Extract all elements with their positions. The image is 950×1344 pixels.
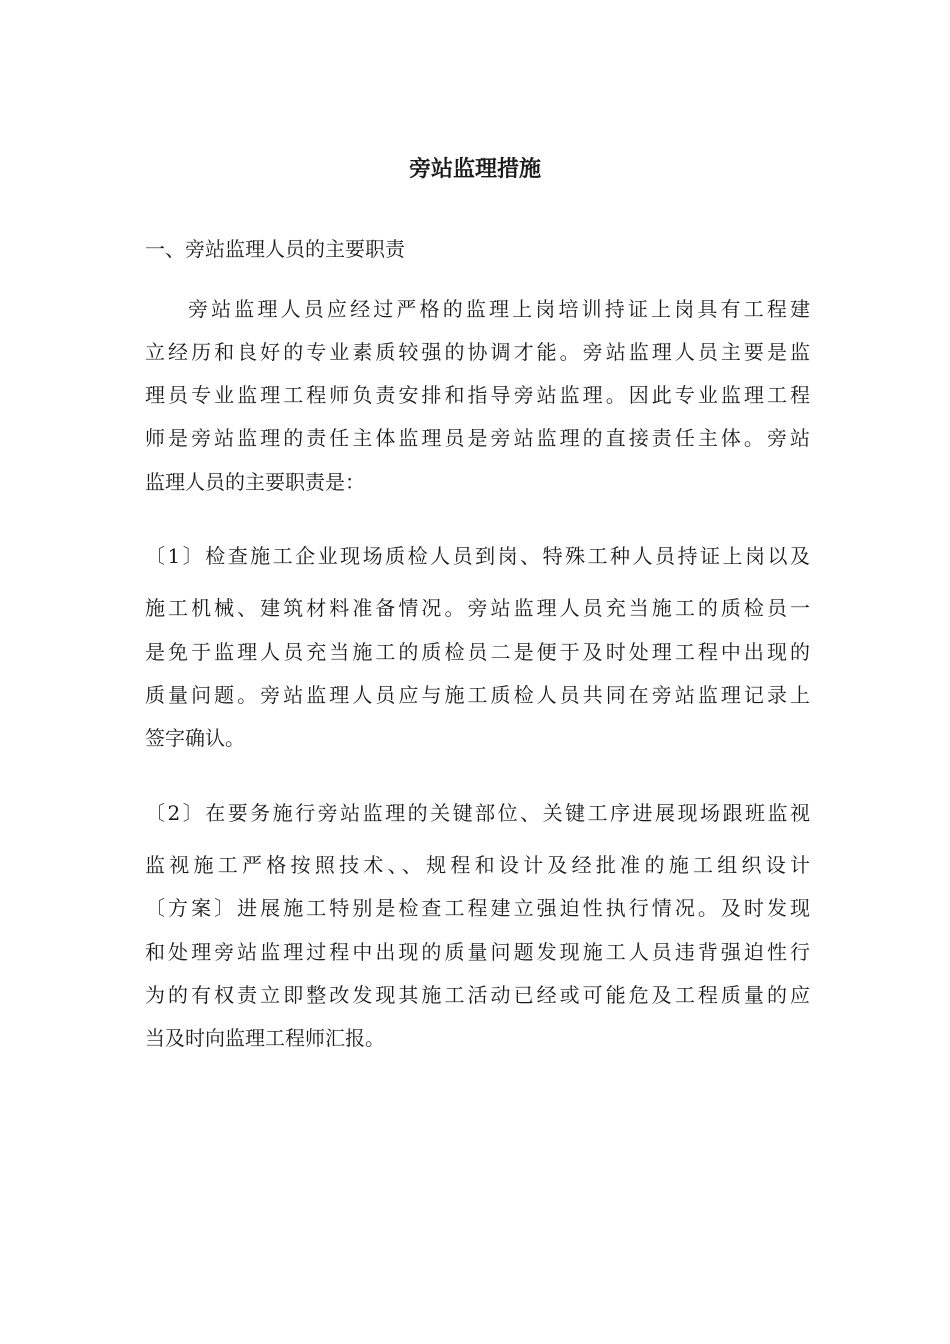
list-item-line: 为的有权责立即整改发现其施工活动已经或可能危及工程质量的应 [145,983,810,1007]
paragraph-line: 旁站监理人员应经过严格的监理上岗培训持证上岗具有工程建 [188,297,810,321]
paragraph-line: 理员专业监理工程师负责安排和指导旁站监理。因此专业监理工程 [145,383,810,407]
list-item-line: 〔1〕检查施工企业现场质检人员到岗、特殊工种人员持证上岗以及 [145,544,810,568]
paragraph-line: 师是旁站监理的责任主体监理员是旁站监理的直接责任主体。旁站 [145,426,810,450]
section-heading: 一、旁站监理人员的主要职责 [145,237,405,261]
paragraph-line: 立经历和良好的专业素质较强的协调才能。旁站监理人员主要是监 [145,340,810,364]
list-item-line: 〔2〕在要务施行旁站监理的关键部位、关键工序进展现场跟班监视 [145,801,810,825]
document-title: 旁站监理措施 [408,157,541,182]
paragraph-line: 监理人员的主要职责是： [145,470,365,494]
list-item-line: 施工机械、建筑材料准备情况。旁站监理人员充当施工的质检员一 [145,596,810,620]
list-item-line: 〔方案〕进展施工特别是检查工程建立强迫性执行情况。及时发现 [145,896,810,920]
list-item-line: 是免于监理人员充当施工的质检员二是便于及时处理工程中出现的 [145,640,810,664]
list-item-line: 质量问题。旁站监理人员应与施工质检人员共同在旁站监理记录上 [145,683,810,707]
list-item-line: 签字确认。 [145,726,245,750]
list-item-line: 当及时向监理工程师汇报。 [145,1026,385,1050]
list-item-line: 和处理旁站监理过程中出现的质量问题发现施工人员违背强迫性行 [145,940,810,964]
list-item-line: 监视施工严格按照技术、、规程和设计及经批准的施工组织设计 [145,853,810,877]
